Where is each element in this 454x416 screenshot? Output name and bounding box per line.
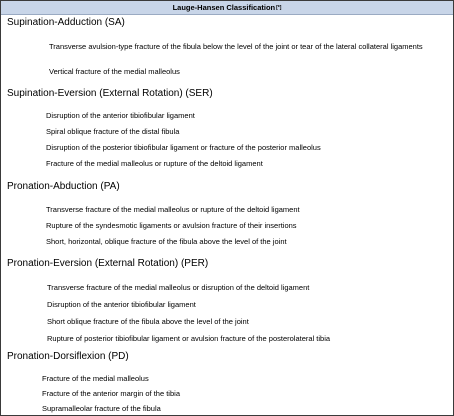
list-item: Disruption of the anterior tibiofibular ligament: [47, 300, 196, 309]
list-item: Rupture of posterior tibiofibular ligament or avulsion fracture of the posterolateral tibia: [47, 334, 331, 343]
table-title-bar: [1, 1, 453, 15]
section-heading: Pronation-Abduction (PA): [7, 181, 120, 192]
list-item: Fracture of the medial malleolus or rupture of the deltoid ligament: [46, 159, 263, 168]
item-list: [1, 111, 453, 168]
item-list: [1, 283, 453, 343]
section-heading: Supination-Adduction (SA): [7, 17, 125, 28]
item-list: [1, 374, 453, 413]
list-item: Vertical fracture of the medial malleolus: [49, 67, 180, 76]
section-heading: Pronation-Eversion (External Rotation) (PER): [7, 258, 209, 269]
list-item: Disruption of the posterior tibiofibular ligament or fracture of the posterior malleolus: [46, 143, 321, 152]
list-item: Disruption of the anterior tibiofibular ligament: [46, 111, 195, 120]
reference-link[interactable]: [*]: [276, 5, 282, 11]
list-item: Spiral oblique fracture of the distal fibula: [46, 127, 180, 136]
list-item: Transverse fracture of the medial malleolus or rupture of the deltoid ligament: [46, 205, 300, 214]
table-title: Lauge-Hansen Classification: [172, 3, 276, 12]
section-pronation-eversion: [1, 257, 453, 343]
list-item: Short oblique fracture of the fibula above the level of the joint: [47, 317, 249, 326]
section-supination-eversion: [1, 87, 453, 168]
section-supination-adduction: [1, 16, 453, 76]
list-item: Short, horizontal, oblique fracture of the fibula above the level of the joint: [46, 237, 287, 246]
list-item: Fracture of the anterior margin of the tibia: [42, 389, 180, 398]
list-item: Transverse fracture of the medial malleolus or disruption of the deltoid ligament: [47, 283, 310, 292]
section-heading: Supination-Eversion (External Rotation) (SER): [7, 88, 213, 99]
item-list: [1, 42, 453, 76]
section-heading: Pronation-Dorsiflexion (PD): [7, 351, 129, 362]
list-item: Transverse avulsion-type fracture of the fibula below the level of the joint or tear of the lateral collateral ligaments: [49, 42, 423, 51]
item-list: [1, 205, 453, 246]
section-pronation-dorsiflexion: [1, 350, 453, 413]
section-pronation-abduction: [1, 180, 453, 246]
list-item: Supramalleolar fracture of the fibula: [42, 404, 161, 413]
list-item: Rupture of the syndesmotic ligaments or avulsion fracture of their insertions: [46, 221, 297, 230]
list-item: Fracture of the medial malleolus: [42, 374, 149, 383]
